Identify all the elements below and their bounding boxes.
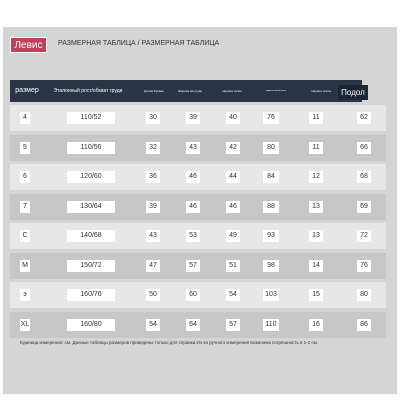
page-title: РАЗМЕРНАЯ ТАБЛИЦА / РАЗМЕРНАЯ ТАБЛИЦА	[58, 40, 220, 47]
cell-shoulder: 11	[309, 142, 323, 154]
cell-chest: 57	[186, 260, 200, 272]
cell-waist: 40	[226, 112, 240, 124]
cell-waist: 51	[226, 260, 240, 272]
cell-shoulder: 13	[309, 230, 323, 242]
cell-size: э	[20, 289, 30, 301]
cell-sleeve: 50	[146, 289, 160, 301]
cell-body: 110/56	[67, 142, 115, 154]
table-row	[10, 135, 386, 161]
table-row	[10, 253, 386, 279]
table-row	[10, 105, 386, 131]
cell-hem: 76	[357, 260, 371, 272]
cell-sleeve: 39	[146, 201, 160, 213]
cell-body: 160/80	[67, 319, 115, 331]
measurement-note: Единица измерения: см. Данные таблицы размеров приведены только для справки.Из-за ручного измерения возможна погрешность в 1-2 см.	[20, 340, 319, 345]
table-row	[10, 194, 386, 220]
cell-hem: 66	[357, 142, 371, 154]
cell-chest: 43	[186, 142, 200, 154]
cell-waist: 57	[226, 319, 240, 331]
cell-shoulder: 16	[309, 319, 323, 331]
cell-hip: 110	[263, 319, 279, 331]
cell-sleeve: 32	[146, 142, 160, 154]
cell-body: 110/52	[67, 112, 115, 124]
cell-chest: 46	[186, 201, 200, 213]
cell-size: 4	[20, 112, 30, 124]
cell-size: М	[20, 260, 30, 272]
table-row	[10, 164, 386, 190]
cell-hem: 86	[357, 319, 371, 331]
cell-hem: 72	[357, 230, 371, 242]
cell-waist: 46	[226, 201, 240, 213]
cell-waist: 42	[226, 142, 240, 154]
cell-size: 6	[20, 171, 30, 183]
cell-hem: 62	[357, 112, 371, 124]
table-header	[10, 80, 362, 102]
cell-size: С	[20, 230, 30, 242]
header-body: Эталонный рост/обхват груди	[53, 88, 123, 94]
cell-body: 150/72	[67, 260, 115, 272]
header-hip: ширина нижней части	[265, 90, 287, 92]
cell-hip: 84	[263, 171, 279, 183]
table-row	[10, 223, 386, 249]
header-hem: Подол	[338, 85, 368, 100]
cell-chest: 39	[186, 112, 200, 124]
header-size: размер	[15, 87, 39, 94]
cell-chest: 64	[186, 319, 200, 331]
header-sleeve: Длина Рукава	[144, 89, 164, 93]
cell-hem: 68	[357, 171, 371, 183]
cell-shoulder: 13	[309, 201, 323, 213]
cell-body: 140/68	[67, 230, 115, 242]
header-waist: ширина талии	[222, 89, 242, 93]
cell-hip: 103	[263, 289, 279, 301]
cell-hip: 80	[263, 142, 279, 154]
cell-hem: 69	[357, 201, 371, 213]
cell-body: 120/60	[67, 171, 115, 183]
cell-shoulder: 12	[309, 171, 323, 183]
table-row	[10, 312, 386, 338]
cell-sleeve: 36	[146, 171, 160, 183]
cell-body: 160/76	[67, 289, 115, 301]
cell-shoulder: 11	[309, 112, 323, 124]
cell-waist: 54	[226, 289, 240, 301]
cell-size: 5	[20, 142, 30, 154]
table-row	[10, 282, 386, 308]
cell-sleeve: 54	[146, 319, 160, 331]
cell-hip: 88	[263, 201, 279, 213]
cell-sleeve: 30	[146, 112, 160, 124]
cell-size: XL	[20, 319, 30, 331]
cell-chest: 53	[186, 230, 200, 242]
cell-chest: 46	[186, 171, 200, 183]
cell-hip: 93	[263, 230, 279, 242]
cell-shoulder: 15	[309, 289, 323, 301]
header-shoulder: ширина плеча	[311, 89, 331, 93]
cell-body: 130/64	[67, 201, 115, 213]
cell-waist: 44	[226, 171, 240, 183]
cell-hem: 80	[357, 289, 371, 301]
header-chest: Ширина ма груди	[177, 89, 203, 93]
cell-sleeve: 43	[146, 230, 160, 242]
cell-hip: 98	[263, 260, 279, 272]
cell-hip: 76	[263, 112, 279, 124]
cell-size: 7	[20, 201, 30, 213]
cell-shoulder: 14	[309, 260, 323, 272]
brand-logo: Левис	[10, 37, 47, 53]
cell-waist: 49	[226, 230, 240, 242]
cell-sleeve: 47	[146, 260, 160, 272]
cell-chest: 60	[186, 289, 200, 301]
